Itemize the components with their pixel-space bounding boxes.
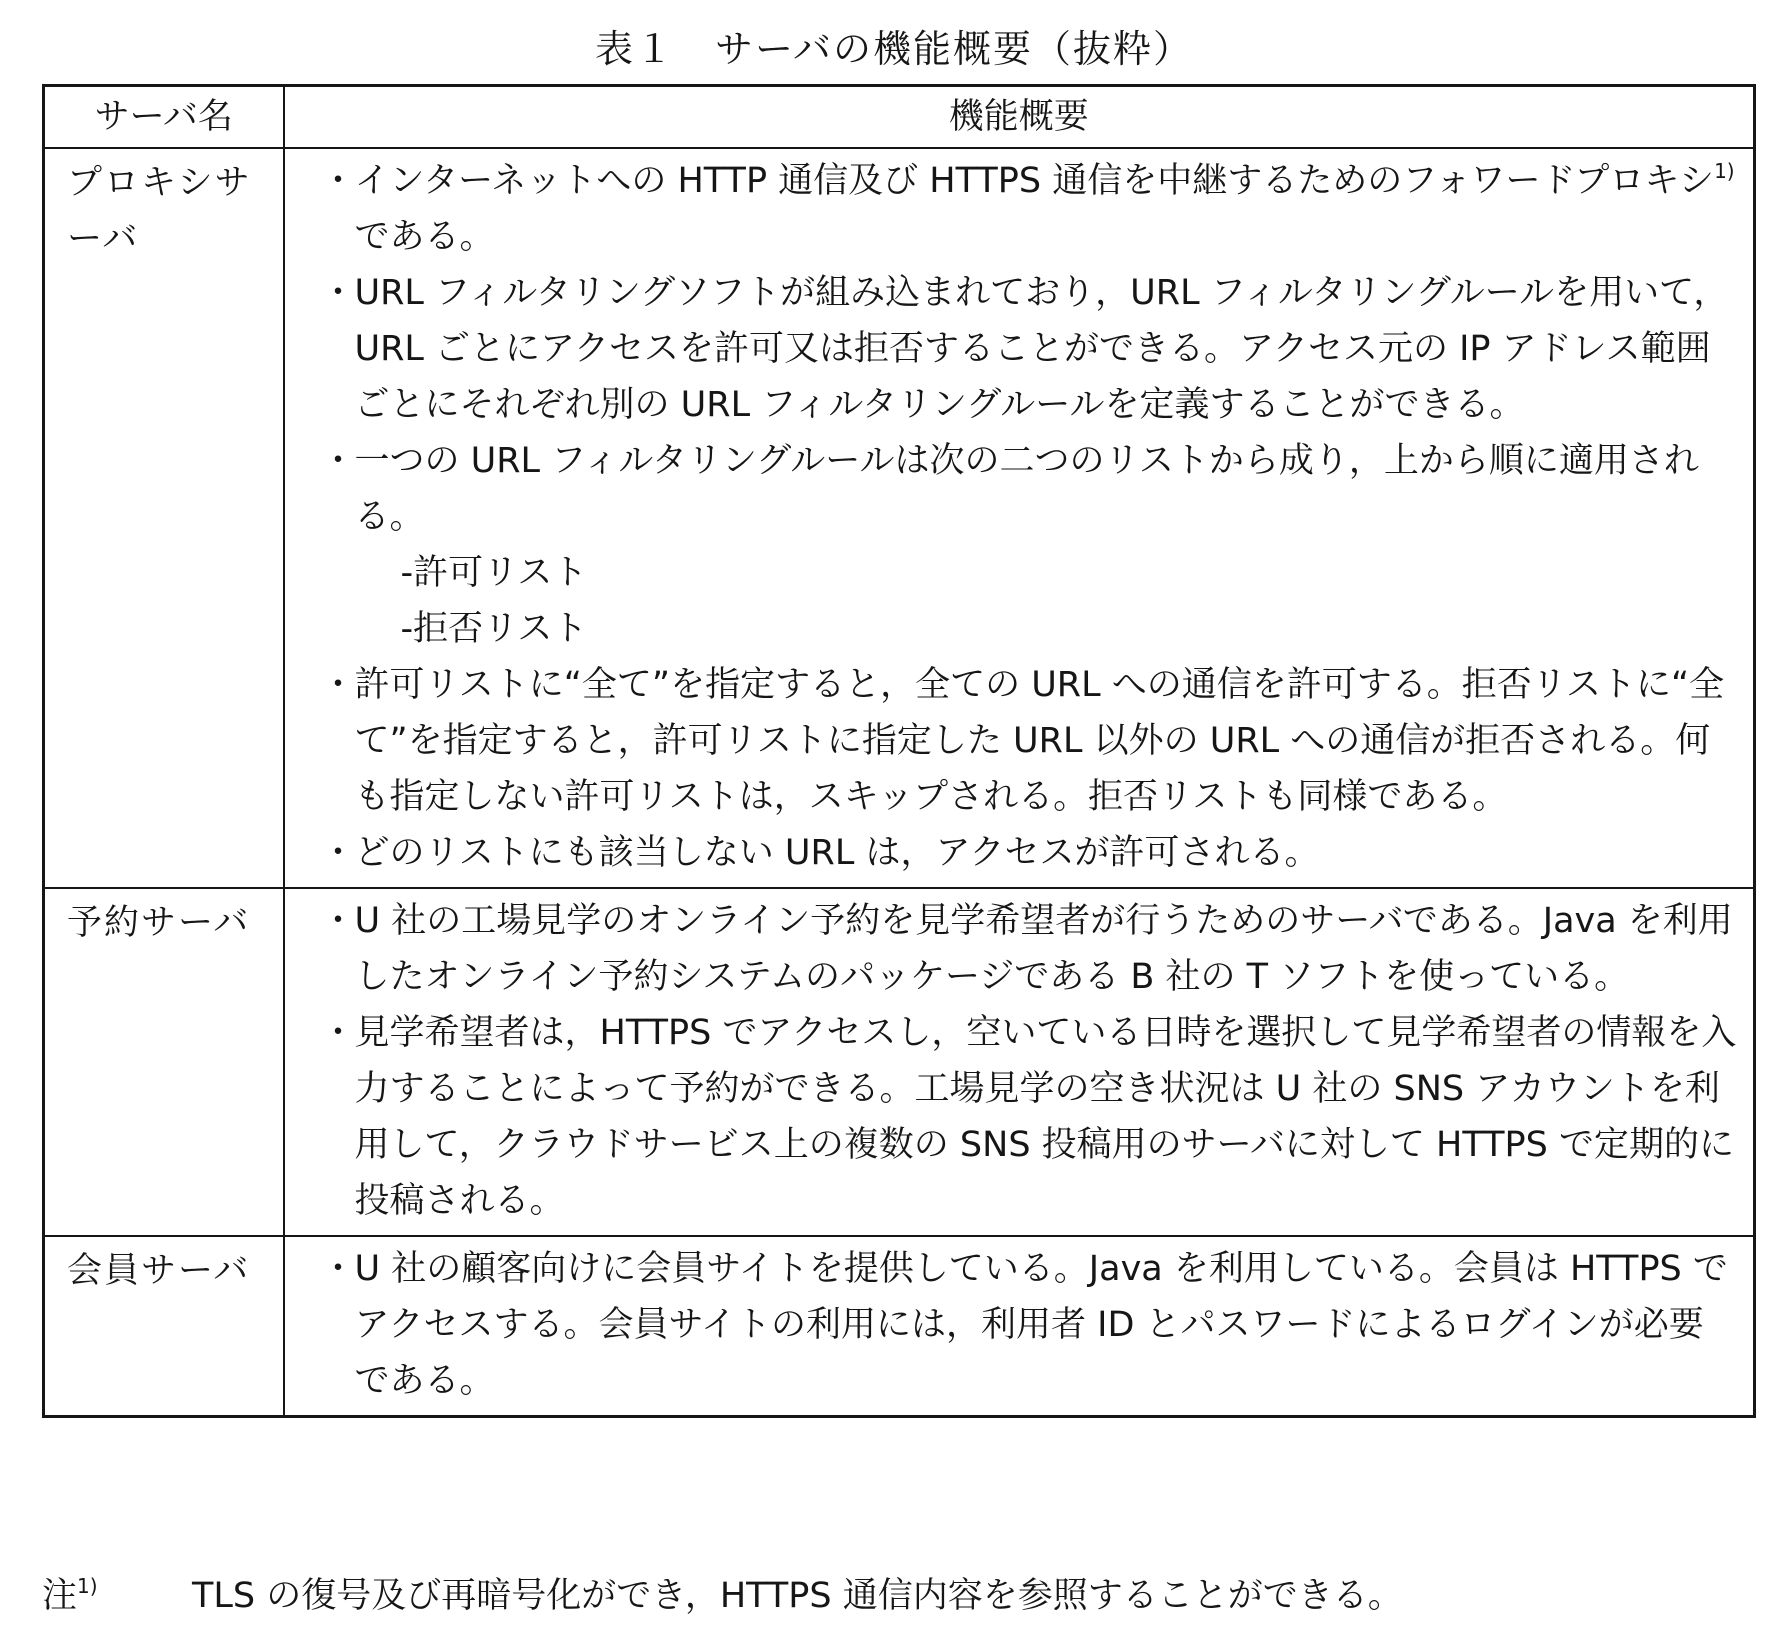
- bullet-mark: ・: [320, 161, 356, 201]
- table-title: 表１ サーバの機能概要（抜粋）: [594, 27, 1194, 71]
- footnote-ref: 1): [1714, 159, 1735, 183]
- bullet-mark: ・: [320, 833, 356, 873]
- bullet-item: [321, 657, 1738, 825]
- item-text-tail: である。: [354, 217, 495, 257]
- bullet-item: [321, 893, 1738, 1005]
- item-text: どのリストにも該当しない URL は，アクセスが許可される。: [354, 833, 1320, 873]
- item-text: 一つの URL フィルタリングルールは次の二つのリストから成り，上から順に適用される。: [354, 441, 1699, 537]
- item-text: U 社の顧客向けに会員サイトを提供している。Java を利用している。会員は HTTPS でアクセスする。会員サイトの利用には，利用者 ID とパスワードによるログインが必要である。: [354, 1249, 1728, 1401]
- bullet-item: [321, 1241, 1738, 1409]
- bullet-item: [321, 1005, 1738, 1229]
- footnote-number: 1): [77, 1574, 98, 1598]
- server-name-cell: 予約サーバ: [44, 888, 284, 1236]
- server-function-table: [42, 84, 1756, 1418]
- footnote-label: [42, 1568, 192, 1618]
- bullet-mark: ・: [320, 901, 356, 941]
- bullet-mark: ・: [320, 1249, 356, 1289]
- item-text: 見学希望者は，HTTPS でアクセスし，空いている日時を選択して見学希望者の情報を入力することによって予約ができる。工場見学の空き状況は U 社の SNS アカウントを利用して，クラウドサービス上の複数の SNS 投稿用のサーバに対して HTTPS で定期的に投稿される。: [354, 1013, 1737, 1221]
- table-header-row: [44, 86, 1755, 149]
- bullet-item: [321, 825, 1738, 881]
- bullet-mark: ・: [320, 441, 356, 481]
- footnote: [42, 1568, 1403, 1618]
- footnote-text: TLS の復号及び再暗号化ができ，HTTPS 通信内容を参照することができる。: [192, 1576, 1403, 1616]
- function-summary-cell: [284, 148, 1755, 888]
- bullet-item: [321, 265, 1738, 433]
- bullet-mark: ・: [320, 273, 356, 313]
- table-row-member-server: [44, 1236, 1755, 1417]
- header-server-name: サーバ名: [44, 86, 284, 149]
- sub-list-item-deny-list: -拒否リスト: [400, 609, 588, 649]
- bullet-mark: ・: [320, 1013, 356, 1053]
- item-text: U 社の工場見学のオンライン予約を見学希望者が行うためのサーバである。Java を利用したオンライン予約システムのパッケージである B 社の T ソフトを使っている。: [354, 901, 1733, 997]
- function-summary-cell: [284, 1236, 1755, 1417]
- item-text: インターネットへの HTTP 通信及び HTTPS 通信を中継するためのフォワードプロキシ: [354, 161, 1715, 201]
- bullet-mark: ・: [320, 665, 356, 705]
- table-row-proxy-server: [44, 148, 1755, 888]
- item-text: URL フィルタリングソフトが組み込まれており，URL フィルタリングルールを用いて，URL ごとにアクセスを許可又は拒否することができる。アクセス元の IP アドレス範囲ごとにそれぞれ別の URL フィルタリングルールを定義することができる。: [354, 273, 1729, 425]
- function-summary-cell: [284, 888, 1755, 1236]
- sub-list-item-allow-list: -許可リスト: [400, 553, 588, 593]
- bullet-item: [321, 153, 1738, 265]
- footnote-label-text: 注: [42, 1576, 78, 1616]
- bullet-item: [321, 433, 1738, 545]
- table-row-reservation-server: [44, 888, 1755, 1236]
- header-function-summary: 機能概要: [284, 86, 1755, 149]
- item-text: 許可リストに“全て”を指定すると，全ての URL への通信を許可する。拒否リストに“全て”を指定すると，許可リストに指定した URL 以外の URL への通信が拒否される。何も指定しない許可リストは，スキップされる。拒否リストも同様である。: [354, 665, 1725, 817]
- server-name-cell: 会員サーバ: [44, 1236, 284, 1417]
- server-name-cell: プロキシサーバ: [44, 148, 284, 888]
